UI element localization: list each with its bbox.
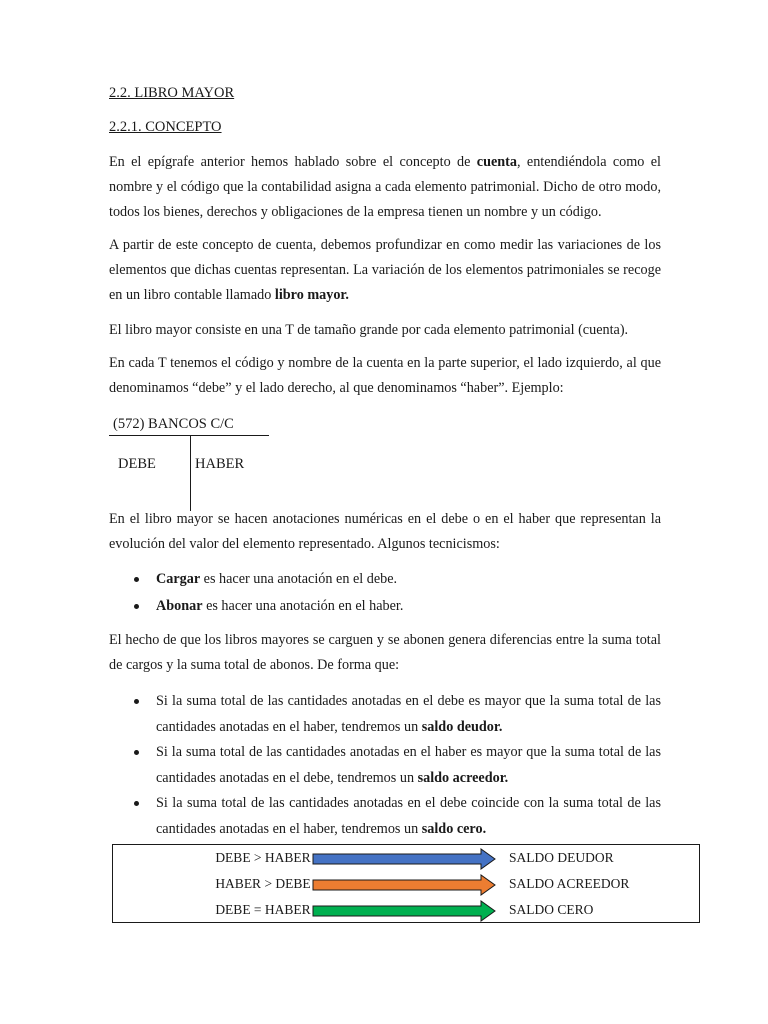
bullet-icon <box>134 801 139 806</box>
list-item: Si la suma total de las cantidades anotadas en el debe es mayor que la suma total de las cantidades anotadas en el haber, tendremos un saldo deudor. <box>109 689 661 740</box>
summary-result: SALDO ACREEDOR <box>509 876 630 891</box>
t-account-divider <box>190 435 191 511</box>
arrow-right-icon <box>311 874 497 896</box>
t-account-example <box>109 414 279 514</box>
section-heading: 2.2. LIBRO MAYOR <box>109 85 235 101</box>
list-item: Si la suma total de las cantidades anotadas en el haber es mayor que la suma total de las cantidades anotadas en el debe, tendremos un saldo acreedor. <box>109 740 661 791</box>
summary-condition: DEBE = HABER <box>215 902 311 917</box>
list-item: Cargar es hacer una anotación en el debe. <box>109 567 661 593</box>
balance-summary-box <box>112 844 700 923</box>
term-libro-mayor: libro mayor. <box>274 287 349 303</box>
summary-row-deudor <box>113 846 699 872</box>
paragraph-anotaciones: En el libro mayor se hacen anotaciones numéricas en el debe o en el haber que representan la evolución del valor del elemento representado. Algunos tecnicismos: <box>109 511 661 552</box>
bullet-icon <box>134 750 139 755</box>
paragraph-libro-mayor: A partir de este concepto de cuenta, debemos profundizar en como medir las variaciones de los elementos que dichas cuentas representan. La variación de los elementos patrimoniales se recoge en un libro contable llamado libro mayor. <box>109 237 661 303</box>
summary-condition: DEBE > HABER <box>215 850 311 865</box>
summary-row-cero <box>113 898 699 924</box>
bullet-icon <box>134 577 139 582</box>
paragraph-diferencias: El hecho de que los libros mayores se carguen y se abonen genera diferencias entre la suma total de cargos y la suma total de abonos. De forma que: <box>109 632 661 673</box>
summary-result: SALDO CERO <box>509 902 594 917</box>
paragraph-t-grande: El libro mayor consiste en una T de tamaño grande por cada elemento patrimonial (cuenta). <box>109 322 629 338</box>
bullet-icon <box>134 604 139 609</box>
paragraph-cuenta: En el epígrafe anterior hemos hablado sobre el concepto de cuenta, entendiéndola como el nombre y el código que la contabilidad asigna a cada elemento patrimonial. Dicho de otro modo, todos los bienes, derechos y obligaciones de la empresa tienen un nombre y un código. <box>109 154 661 220</box>
subsection-heading: 2.2.1. CONCEPTO <box>109 119 222 135</box>
term-cuenta: cuenta <box>476 154 517 170</box>
summary-result: SALDO DEUDOR <box>509 850 614 865</box>
list-item: Abonar es hacer una anotación en el haber. <box>109 594 661 620</box>
bullet-icon <box>134 699 139 704</box>
arrow-right-icon <box>311 900 497 922</box>
paragraph-debe-haber: En cada T tenemos el código y nombre de la cuenta en la parte superior, el lado izquierdo, al que denominamos “debe” y el lado derecho, al que denominamos “haber”. Ejemplo: <box>109 355 661 396</box>
t-account-top-line <box>109 435 269 436</box>
list-item: Si la suma total de las cantidades anotadas en el debe coincide con la suma total de las cantidades anotadas en el haber, tendremos un saldo cero. <box>109 791 661 842</box>
t-account-title: (572) BANCOS C/C <box>113 416 234 432</box>
cases-list <box>109 689 661 842</box>
arrow-right-icon <box>311 848 497 870</box>
terms-list <box>109 567 661 619</box>
summary-condition: HABER > DEBE <box>215 876 311 891</box>
t-account-haber: HABER <box>195 456 245 472</box>
summary-row-acreedor <box>113 872 699 898</box>
t-account-debe: DEBE <box>118 456 156 472</box>
